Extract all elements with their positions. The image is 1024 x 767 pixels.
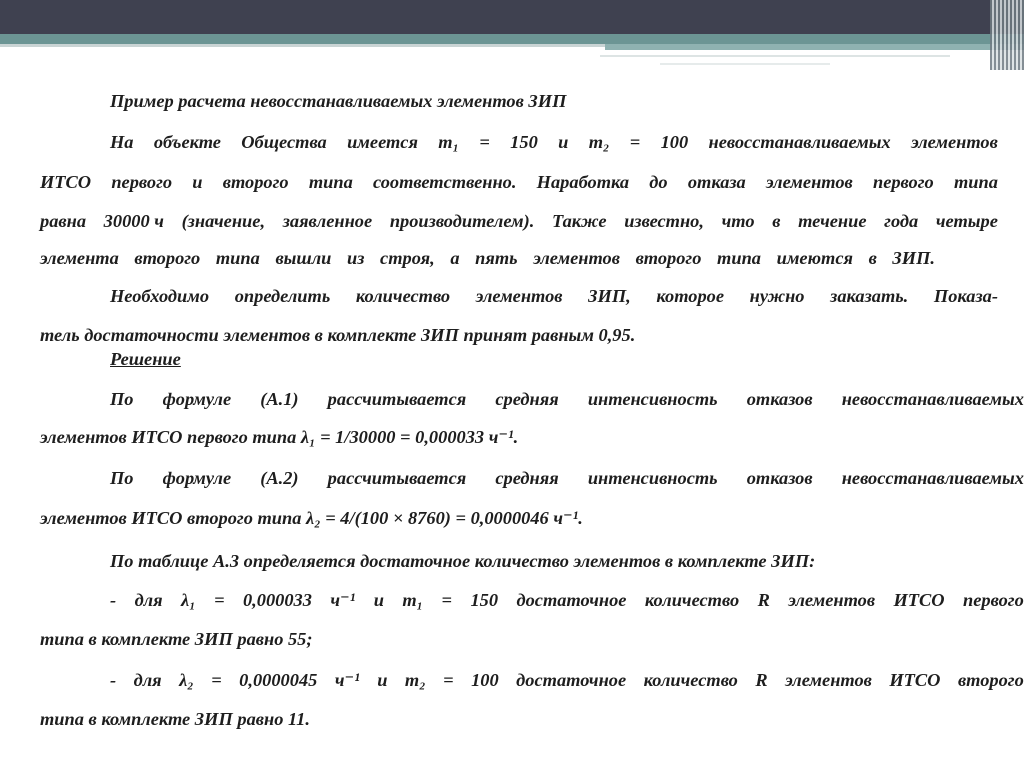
slide-header-line [660, 63, 830, 65]
word: Общества [241, 132, 327, 152]
word: что [721, 211, 755, 231]
word: имеются [776, 248, 853, 268]
slide-corner-decoration [990, 0, 1024, 70]
word: ч⁻¹ [334, 670, 360, 690]
word: - [110, 590, 117, 610]
word: количество [644, 590, 740, 610]
word: 100 [471, 670, 499, 690]
word: На [110, 132, 134, 152]
word: По [110, 389, 134, 409]
slide-header-bar [0, 0, 1024, 34]
word: количество [355, 286, 451, 306]
word: из [347, 248, 365, 268]
word: 0,000033 [242, 590, 312, 610]
word: имеется [347, 132, 418, 152]
word: в [772, 211, 781, 231]
item1-line1 [110, 589, 1024, 611]
slide-header-line [600, 55, 950, 57]
word: элементов [785, 670, 872, 690]
word: пять [475, 248, 518, 268]
word: Также [552, 211, 607, 231]
word: и [192, 172, 203, 192]
paragraph1-line2 [40, 171, 998, 193]
word: ИТСО [893, 590, 945, 610]
word: первого [963, 590, 1024, 610]
word: отказа [687, 172, 746, 192]
word: невосстанавливаемых [841, 389, 1024, 409]
word: 0,0000045 [239, 670, 318, 690]
word: = [479, 132, 490, 152]
word: невосстанавливаемых [708, 132, 891, 152]
word: течение [798, 211, 867, 231]
word: достаточное [516, 590, 627, 610]
word: элементов [788, 590, 876, 610]
word: в [868, 248, 877, 268]
paragraph1-line4 [40, 247, 935, 269]
word: (А.1) [260, 389, 299, 409]
word: второго [957, 670, 1024, 690]
word: типа [215, 248, 260, 268]
word: элементов [765, 172, 853, 192]
word: а [450, 248, 460, 268]
word: = [629, 132, 641, 152]
word: - [110, 670, 117, 690]
word: По [110, 468, 134, 488]
solution-heading: Решение [110, 349, 181, 369]
formula2-line2: элементов ИТСО второго типа λ₂ = 4/(100 × 8760) = 0,0000046 ч⁻¹. [40, 508, 583, 528]
slide-header-accent-light [605, 44, 1024, 50]
word: = [211, 670, 222, 690]
word: ЗИП, [588, 286, 631, 306]
word: второго [635, 248, 702, 268]
word: Необходимо [110, 286, 210, 306]
word: соответственно. [373, 172, 517, 192]
word: элементов [475, 286, 563, 306]
item2-line2: типа в комплекте ЗИП равно 11. [40, 709, 310, 729]
word: определить [234, 286, 331, 306]
word: типа [717, 248, 761, 268]
word: R [755, 670, 768, 690]
word: для [133, 670, 162, 690]
formula2-line1 [110, 467, 1024, 489]
paragraph1-line1 [110, 131, 998, 153]
word: второго [134, 248, 201, 268]
word: количество [643, 670, 738, 690]
word: заказать. [830, 286, 909, 306]
word: четыре [935, 211, 998, 231]
word: 100 [660, 132, 689, 152]
word: интенсивность [587, 389, 718, 409]
word: для [134, 590, 163, 610]
word: вышли [275, 248, 332, 268]
word: 150 [510, 132, 538, 152]
item1-line2: типа в комплекте ЗИП равно 55; [40, 629, 313, 649]
word: первого [111, 172, 173, 192]
word: нужно [749, 286, 805, 306]
word: Показа- [933, 286, 998, 306]
paragraph2-line2: тель достаточности элементов в комплекте ЗИП принят равным 0,95. [40, 325, 636, 345]
word: 30000 ч [103, 211, 164, 231]
word: производителем). [389, 211, 535, 231]
word: до [649, 172, 668, 192]
word: рассчитывается [327, 468, 467, 488]
word: (значение, [181, 211, 266, 231]
word: достаточное [516, 670, 627, 690]
word: и [377, 670, 388, 690]
word: невосстанавливаемых [841, 468, 1024, 488]
formula1-line1 [110, 388, 1024, 410]
slide-header-accent [0, 34, 1024, 44]
word: = [214, 590, 225, 610]
table-reference: По таблице А.3 определяется достаточное количество элементов в комплекте ЗИП: [110, 551, 816, 571]
word: ЗИП. [892, 248, 935, 268]
word: = [441, 590, 453, 610]
word: которое [656, 286, 725, 306]
word: R [757, 590, 770, 610]
word: m₂ [404, 670, 426, 690]
paragraph1-line3 [40, 210, 998, 232]
formula1-line2: элементов ИТСО первого типа λ₁ = 1/30000 = 0,000033 ч⁻¹. [40, 427, 519, 447]
word: строя, [380, 248, 435, 268]
word: интенсивность [587, 468, 718, 488]
word: λ₂ [179, 670, 194, 690]
word: формуле [162, 389, 232, 409]
word: равна [40, 211, 87, 231]
word: m₁ [402, 590, 424, 610]
word: ч⁻¹ [330, 590, 356, 610]
word: отказов [746, 468, 813, 488]
paragraph2-line1 [110, 285, 998, 307]
word: 150 [470, 590, 499, 610]
word: элемента [40, 248, 119, 268]
word: второго [222, 172, 289, 192]
slide-title: Пример расчета невосстанавливаемых элементов ЗИП [110, 91, 567, 111]
word: = [443, 670, 454, 690]
word: Наработка [536, 172, 630, 192]
word: m₂ [588, 132, 610, 152]
word: элементов [911, 132, 998, 152]
slide-header-line [0, 44, 605, 47]
word: типа [308, 172, 353, 192]
word: средняя [495, 468, 559, 488]
word: известно, [624, 211, 704, 231]
word: первого [872, 172, 934, 192]
word: заявленное [282, 211, 373, 231]
word: элементов [533, 248, 620, 268]
word: ИТСО [40, 172, 92, 192]
word: объекте [153, 132, 221, 152]
word: и [558, 132, 569, 152]
word: отказов [746, 389, 813, 409]
word: типа [953, 172, 998, 192]
word: m₁ [438, 132, 459, 152]
word: года [884, 211, 919, 231]
word: ИТСО [889, 670, 941, 690]
word: и [373, 590, 384, 610]
word: (А.2) [260, 468, 299, 488]
word: формуле [162, 468, 232, 488]
word: λ₁ [181, 590, 196, 610]
item2-line1 [110, 669, 1024, 691]
word: средняя [495, 389, 559, 409]
word: рассчитывается [327, 389, 467, 409]
